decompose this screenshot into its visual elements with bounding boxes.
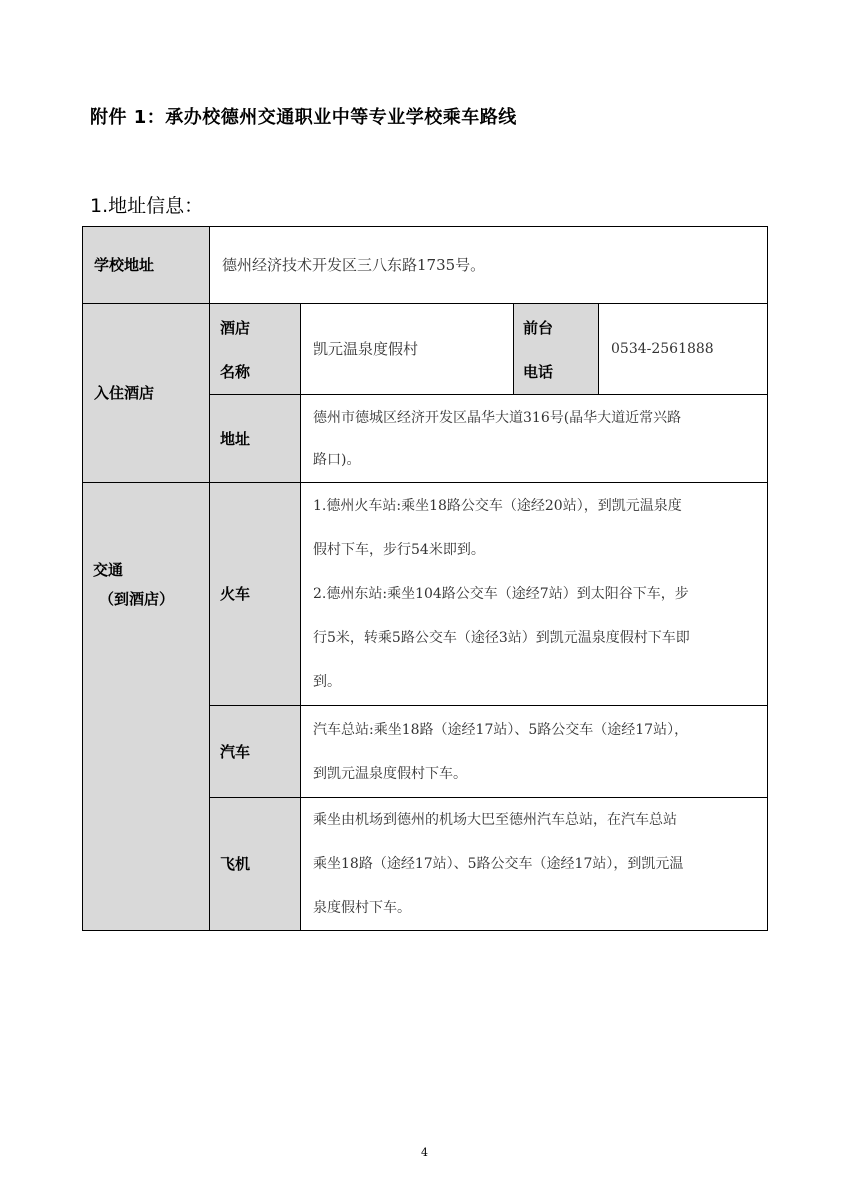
bus-line: 到凯元温泉度假村下车。 <box>313 766 467 782</box>
train-line: 2.德州东站:乘坐104路公交车（途经7站）到太阳谷下车，步 <box>313 586 689 602</box>
document-title: 附件 1：承办校德州交通职业中等专业学校乘车路线 <box>90 107 517 128</box>
plane-line: 乘坐18路（途经17站）、5路公交车（途经17站），到凯元温 <box>313 856 684 872</box>
bus-line: 汽车总站:乘坐18路（途经17站）、5路公交车（途经17站）， <box>313 722 689 738</box>
hotel-address-label: 地址 <box>209 394 301 483</box>
hotel-phone-label: 前台 电话 <box>513 303 599 395</box>
hotel-phone-value: 0534-2561888 <box>598 303 768 395</box>
school-address-label: 学校地址 <box>82 226 210 304</box>
train-line: 到。 <box>313 674 341 690</box>
plane-line: 乘坐由机场到德州的机场大巴至德州汽车总站，在汽车总站 <box>313 812 677 828</box>
train-line: 行5米，转乘5路公交车（途径3站）到凯元温泉度假村下车即 <box>313 630 690 646</box>
train-line: 假村下车，步行54米即到。 <box>313 542 485 558</box>
bus-route-text <box>300 705 768 798</box>
plane-line: 泉度假村下车。 <box>313 900 411 916</box>
hotel-name-label: 酒店 名称 <box>209 303 301 395</box>
school-address-value: 德州经济技术开发区三八东路1735号。 <box>209 226 768 304</box>
train-label: 火车 <box>209 482 301 706</box>
page-number: 4 <box>421 1146 428 1159</box>
transport-label: 交通 （到酒店） <box>82 482 210 931</box>
plane-label: 飞机 <box>209 797 301 931</box>
hotel-address-value: 德州市德城区经济开发区晶华大道316号(晶华大道近常兴路 路口)。 <box>300 394 768 483</box>
train-route-text <box>300 482 768 706</box>
plane-route-text <box>300 797 768 931</box>
bus-label: 汽车 <box>209 705 301 798</box>
section-heading: 1.地址信息： <box>90 195 204 217</box>
train-line: 1.德州火车站:乘坐18路公交车（途经20站），到凯元温泉度 <box>313 498 682 514</box>
hotel-name-value: 凯元温泉度假村 <box>300 303 514 395</box>
hotel-label: 入住酒店 <box>82 303 210 483</box>
